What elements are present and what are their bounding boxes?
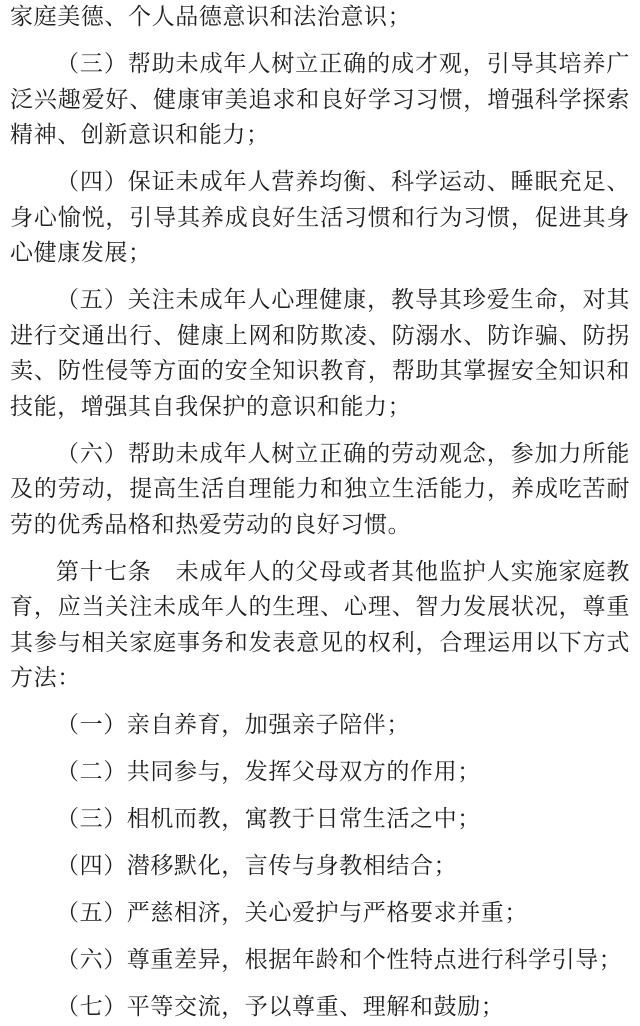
- method-item-7: （七）平等交流，予以尊重、理解和鼓励；: [56, 994, 505, 1020]
- paragraph-gap: [10, 425, 630, 437]
- paragraph-gap: [10, 272, 630, 284]
- method-item-5: （五）严慈相济，关心爱护与严格要求并重；: [56, 900, 528, 926]
- paragraph-gap: [10, 885, 630, 897]
- method-item-6: （六）尊重差异，根据年龄和个性特点进行科学引导；: [56, 947, 623, 973]
- paragraph-gap: [10, 697, 630, 709]
- method-item-4: （四）潜移默化，言传与身教相结合；: [56, 853, 458, 879]
- method-item-2: （二）共同参与，发挥父母双方的作用；: [56, 759, 481, 785]
- paragraph-item-4: （四）保证未成年人营养均衡、科学运动、睡眠充足、身心愉悦，引导其养成良好生活习惯和行为习惯，促进其身心健康发展；: [10, 169, 630, 266]
- paragraph-gap: [10, 744, 630, 756]
- paragraph-gap: [10, 791, 630, 803]
- article-17-paragraph: 第十七条 未成年人的父母或者其他监护人实施家庭教育，应当关注未成年人的生理、心理、智力发展状况，尊重其参与相关家庭事务和发表意见的权利，合理运用以下方式方法：: [10, 558, 630, 691]
- method-item-3: （三）相机而教，寓教于日常生活之中；: [56, 806, 481, 832]
- paragraph-gap: [10, 543, 630, 555]
- paragraph-item-3: （三）帮助未成年人树立正确的成才观，引导其培养广泛兴趣爱好、健康审美追求和良好学习习惯，增强科学探索精神、创新意识和能力；: [10, 51, 630, 148]
- method-item-1: （一）亲自养育，加强亲子陪伴；: [56, 712, 410, 738]
- paragraph-gap: [10, 838, 630, 850]
- paragraph-gap: [10, 932, 630, 944]
- paragraph-continuation: 家庭美德、个人品德意识和法治意识；: [10, 4, 412, 30]
- paragraph-item-5: （五）关注未成年人心理健康，教导其珍爱生命，对其进行交通出行、健康上网和防欺凌、防溺水、防诈骗、防拐卖、防性侵等方面的安全知识教育，帮助其掌握安全知识和技能，增强其自我保护的意识和能力；: [10, 287, 630, 420]
- paragraph-item-6: （六）帮助未成年人树立正确的劳动观念，参加力所能及的劳动，提高生活自理能力和独立生活能力，养成吃苦耐劳的优秀品格和热爱劳动的良好习惯。: [10, 440, 630, 538]
- paragraph-gap: [10, 154, 630, 166]
- paragraph-gap: [10, 979, 630, 991]
- paragraph-gap: [10, 36, 630, 48]
